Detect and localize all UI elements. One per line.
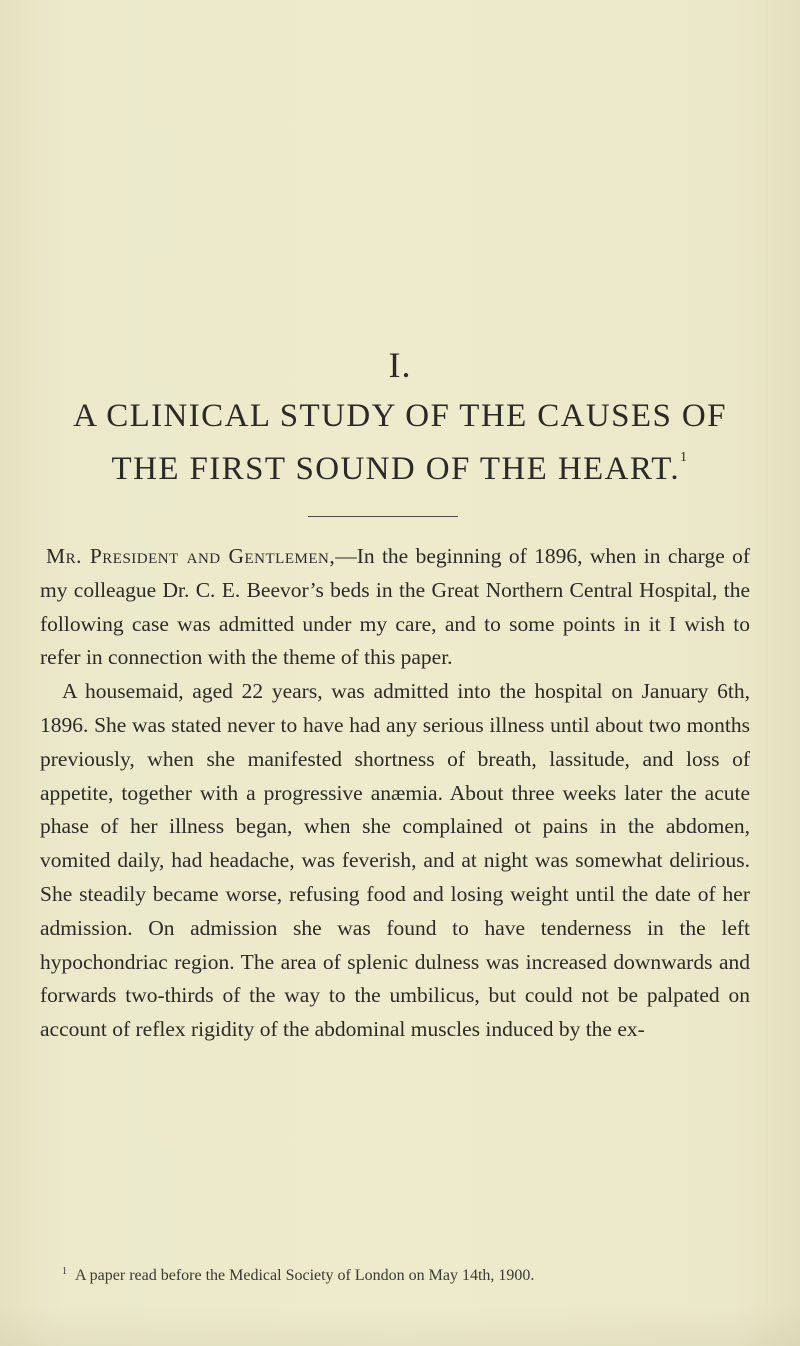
footnote-text: A paper read before the Medical Society of London on May 14th, 1900.: [75, 1267, 535, 1284]
title-line-2-text: THE FIRST SOUND OF THE HEART.: [111, 451, 681, 487]
footnote: [62, 1262, 762, 1286]
article-title: [40, 395, 760, 490]
paragraph-1: [40, 540, 750, 675]
title-footnote-marker: 1: [680, 450, 689, 465]
footnote-marker: 1: [62, 1266, 67, 1277]
paragraph-1-text: —In the beginning of 1896, when in charge of my colleague Dr. C. E. Beevor’s beds in the Great Northern Central Hospital, the following case was admitted under my care, and to some points in it I wish to refer in connection with the theme of this paper.: [40, 544, 750, 670]
chapter-number: I.: [388, 345, 412, 385]
title-line-1: A CLINICAL STUDY OF THE CAUSES OF: [73, 398, 727, 434]
title-line-2: [40, 437, 760, 490]
page-shadow: [0, 1306, 800, 1346]
body-text: [40, 540, 750, 1047]
salutation: Mr. President and Gentlemen,: [46, 544, 336, 568]
title-divider: [308, 516, 458, 517]
paragraph-2: A housemaid, aged 22 years, was admitted into the hospital on January 6th, 1896. She was stated never to have had any serious illness until about two months previously, when she manifested shortness of breath, lassitude, and loss of appetite, together with a progressive anæmia. About three weeks later the acute phase of her illness began, when she complained ot pains in the abdomen, vomited daily, had headache, was feverish, and at night was somewhat delirious. She steadily became worse, refusing food and losing weight until the date of her admission. On admission she was found to have tenderness in the left hypochondriac region. The area of splenic dulness was increased downwards and forwards two-thirds of the way to the umbilicus, but could not be palpated on account of reflex rigidity of the abdominal muscles induced by the ex-: [40, 679, 750, 1042]
